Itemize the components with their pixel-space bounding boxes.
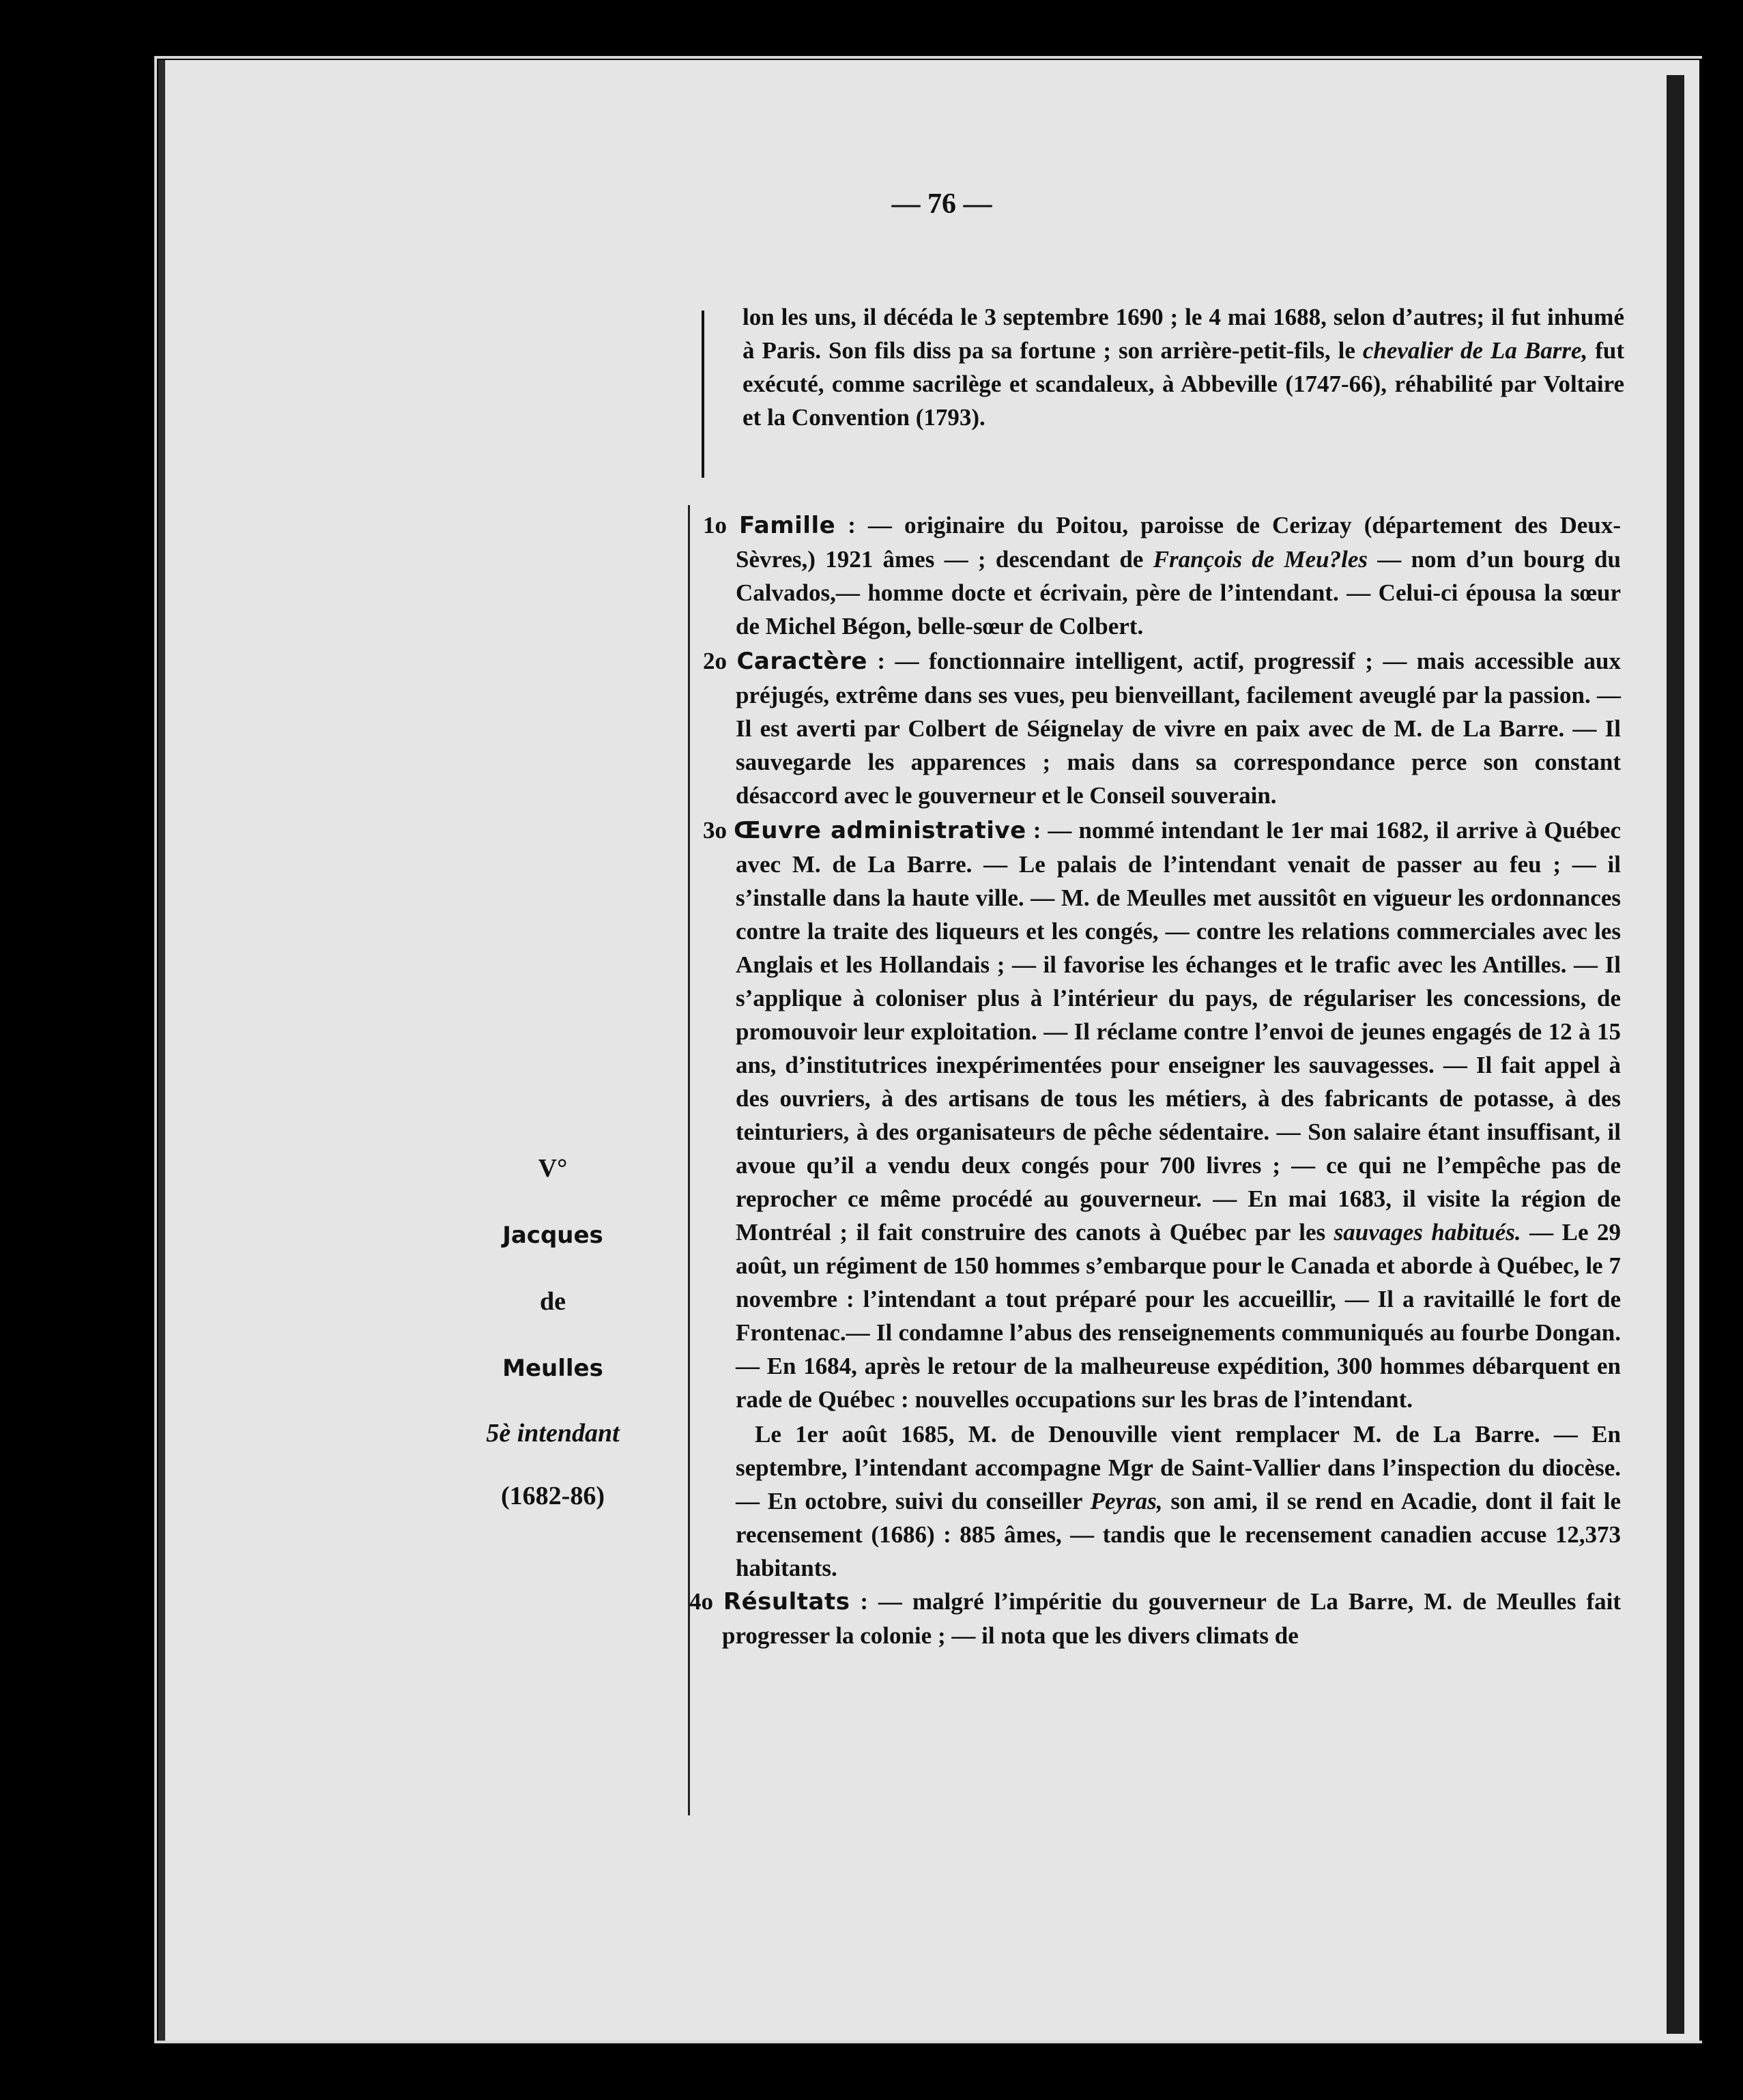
section-famille-label: Famille bbox=[739, 512, 836, 539]
intro-text bbox=[743, 300, 1624, 434]
section-caractere-num: 2o bbox=[703, 648, 727, 674]
section-oeuvre-label: Œuvre administrative bbox=[734, 817, 1026, 844]
intro-text-italic: chevalier de La Barre, bbox=[1362, 337, 1588, 364]
section-caractere-text bbox=[703, 644, 1622, 812]
margin-years: (1682-86) bbox=[501, 1482, 605, 1510]
section-famille-text bbox=[703, 508, 1621, 643]
margin-roman-numeral: V° bbox=[538, 1154, 568, 1183]
section-resultats-label: Résultats bbox=[723, 1588, 850, 1615]
microfilm-frame-bottom bbox=[154, 2041, 1702, 2043]
section-famille-a: : — originaire du Poitou, paroisse de Cerizay (département des Deux-Sèvres,) 1921 âmes — ; descendant de bbox=[736, 512, 1621, 573]
section-caractere-label: Caractère bbox=[736, 648, 867, 675]
margin-role: 5è intendant bbox=[486, 1419, 620, 1448]
section-oeuvre-text bbox=[703, 814, 1622, 1416]
section-oeuvre-cont-b: son ami, il se rend en Acadie, dont il fait le recensement (1686) : 885 âmes, — tandis que le recensement canadien accuse 12,373 habitants. bbox=[736, 1488, 1621, 1581]
section-oeuvre-num: 3o bbox=[703, 817, 727, 844]
intro-text-b: fut exécuté, comme sacrilège et scandaleux, à Abbeville (1747-66), réhabilité par Voltaire et la Convention (1793). bbox=[743, 337, 1625, 431]
section-resultats-body: : — malgré l’impéritie du gouverneur de La Barre, M. de Meulles fait progresser la colonie ; — il nota que les divers climats de bbox=[722, 1588, 1622, 1649]
section-oeuvre-italic: sauvages habitués. bbox=[1334, 1219, 1521, 1246]
sections bbox=[689, 508, 1622, 1654]
section-caractere bbox=[703, 644, 1621, 812]
microfilm-frame-left bbox=[154, 56, 157, 2043]
margin-last-name: Meulles bbox=[502, 1355, 603, 1382]
section-oeuvre-b: — Le 29 août, un régiment de 150 hommes s’embarque pour le Canada et aborde à Québec, le 7 novembre : l’intendant a tout préparé pour les accueillir, — Il a ravitaillé le fort de Frontenac.— Il condamne l’abus des renseignements communiqués au fourbe Dongan. — En 1684, après le retour de la malheureuse expédition, 300 hommes débarquent en rade de Québec : nouvelles occupations sur les bras de l’intendant. bbox=[736, 1219, 1621, 1413]
intro-text-a: lon les uns, il décéda le 3 septembre 1690 ; le 4 mai 1688, selon d’autres; il fut inhumé à Paris. Son fils diss pa sa fortune ; son arrière-petit-fils, le bbox=[743, 304, 1624, 364]
section-famille-num: 1o bbox=[703, 512, 727, 538]
section-oeuvre-cont-italic: Peyras, bbox=[1090, 1488, 1163, 1514]
margin-first-name: Jacques bbox=[502, 1222, 603, 1249]
section-famille bbox=[703, 508, 1621, 643]
section-oeuvre bbox=[703, 814, 1621, 1416]
page-number: — 76 — bbox=[891, 188, 992, 220]
section-oeuvre-cont-a: Le 1er août 1685, M. de Denouville vient remplacer M. de La Barre. — En septembre, l’intendant accompagne Mgr de Saint-Vallier dans l’inspection du diocèse. — En octobre, suivi du conseiller bbox=[736, 1421, 1621, 1514]
section-caractere-body: : — fonctionnaire intelligent, actif, progressif ; — mais accessible aux préjugés, extrême dans ses vues, peu bienveillant, facilement aveuglé par la passion. — Il est averti par Colbert de Séignelay de vivre en paix avec de M. de La Barre. — Il sauvegarde les apparences ; mais dans sa correspondance perce son constant désaccord avec le gouverneur et le Conseil souverain. bbox=[736, 648, 1622, 809]
section-famille-b: — nom d’un bourg du Calvados,— homme docte et écrivain, père de l’intendant. — Celui-ci épousa la sœur de Michel Bégon, belle-sœur de Colbert. bbox=[736, 546, 1621, 639]
page-edge-shadow bbox=[1667, 75, 1684, 2034]
section-famille-italic: François de Meu?les bbox=[1153, 546, 1368, 573]
section-resultats-num: 4o bbox=[689, 1588, 713, 1615]
microfilm-frame-top bbox=[154, 56, 1702, 59]
section-resultats-text bbox=[689, 1585, 1622, 1652]
section-resultats bbox=[689, 1585, 1621, 1652]
margin-particle: de bbox=[540, 1287, 566, 1316]
section-oeuvre-a: : — nommé intendant le 1er mai 1682, il arrive à Québec avec M. de La Barre. — Le palais de l’intendant venait de passer au feu ; — il s’installe dans la haute ville. — M. de Meulles met aussitôt en vigueur les ordonnances contre la traite des liqueurs et les congés, — contre les relations commerciales avec les Anglais et les Hollandais ; — il favorise les échanges et le trafic avec les Antilles. — Il s’applique à coloniser plus à l’intérieur du pays, de régulariser les concessions, de promouvoir leur exploitation. — Il réclame contre l’envoi de jeunes engagés de 12 à 15 ans, d’institutrices inexpérimentées pour enseigner les sauvagesses. — Il fait appel à des ouvriers, à des artisans de tous les métiers, à des fabricants de potasse, à des teinturiers, à des organisateurs de pêche sédentaire. — Son salaire étant insuffisant, il avoue qu’il a vendu deux congés pour 700 livres ; — ce qui ne l’empêche pas de reprocher ce même procédé au gouverneur. — En mai 1683, il visite la région de Montréal ; il fait construire des canots à Québec par les bbox=[736, 817, 1622, 1246]
section-oeuvre-continued bbox=[703, 1418, 1621, 1585]
intro-paragraph bbox=[560, 300, 1624, 434]
